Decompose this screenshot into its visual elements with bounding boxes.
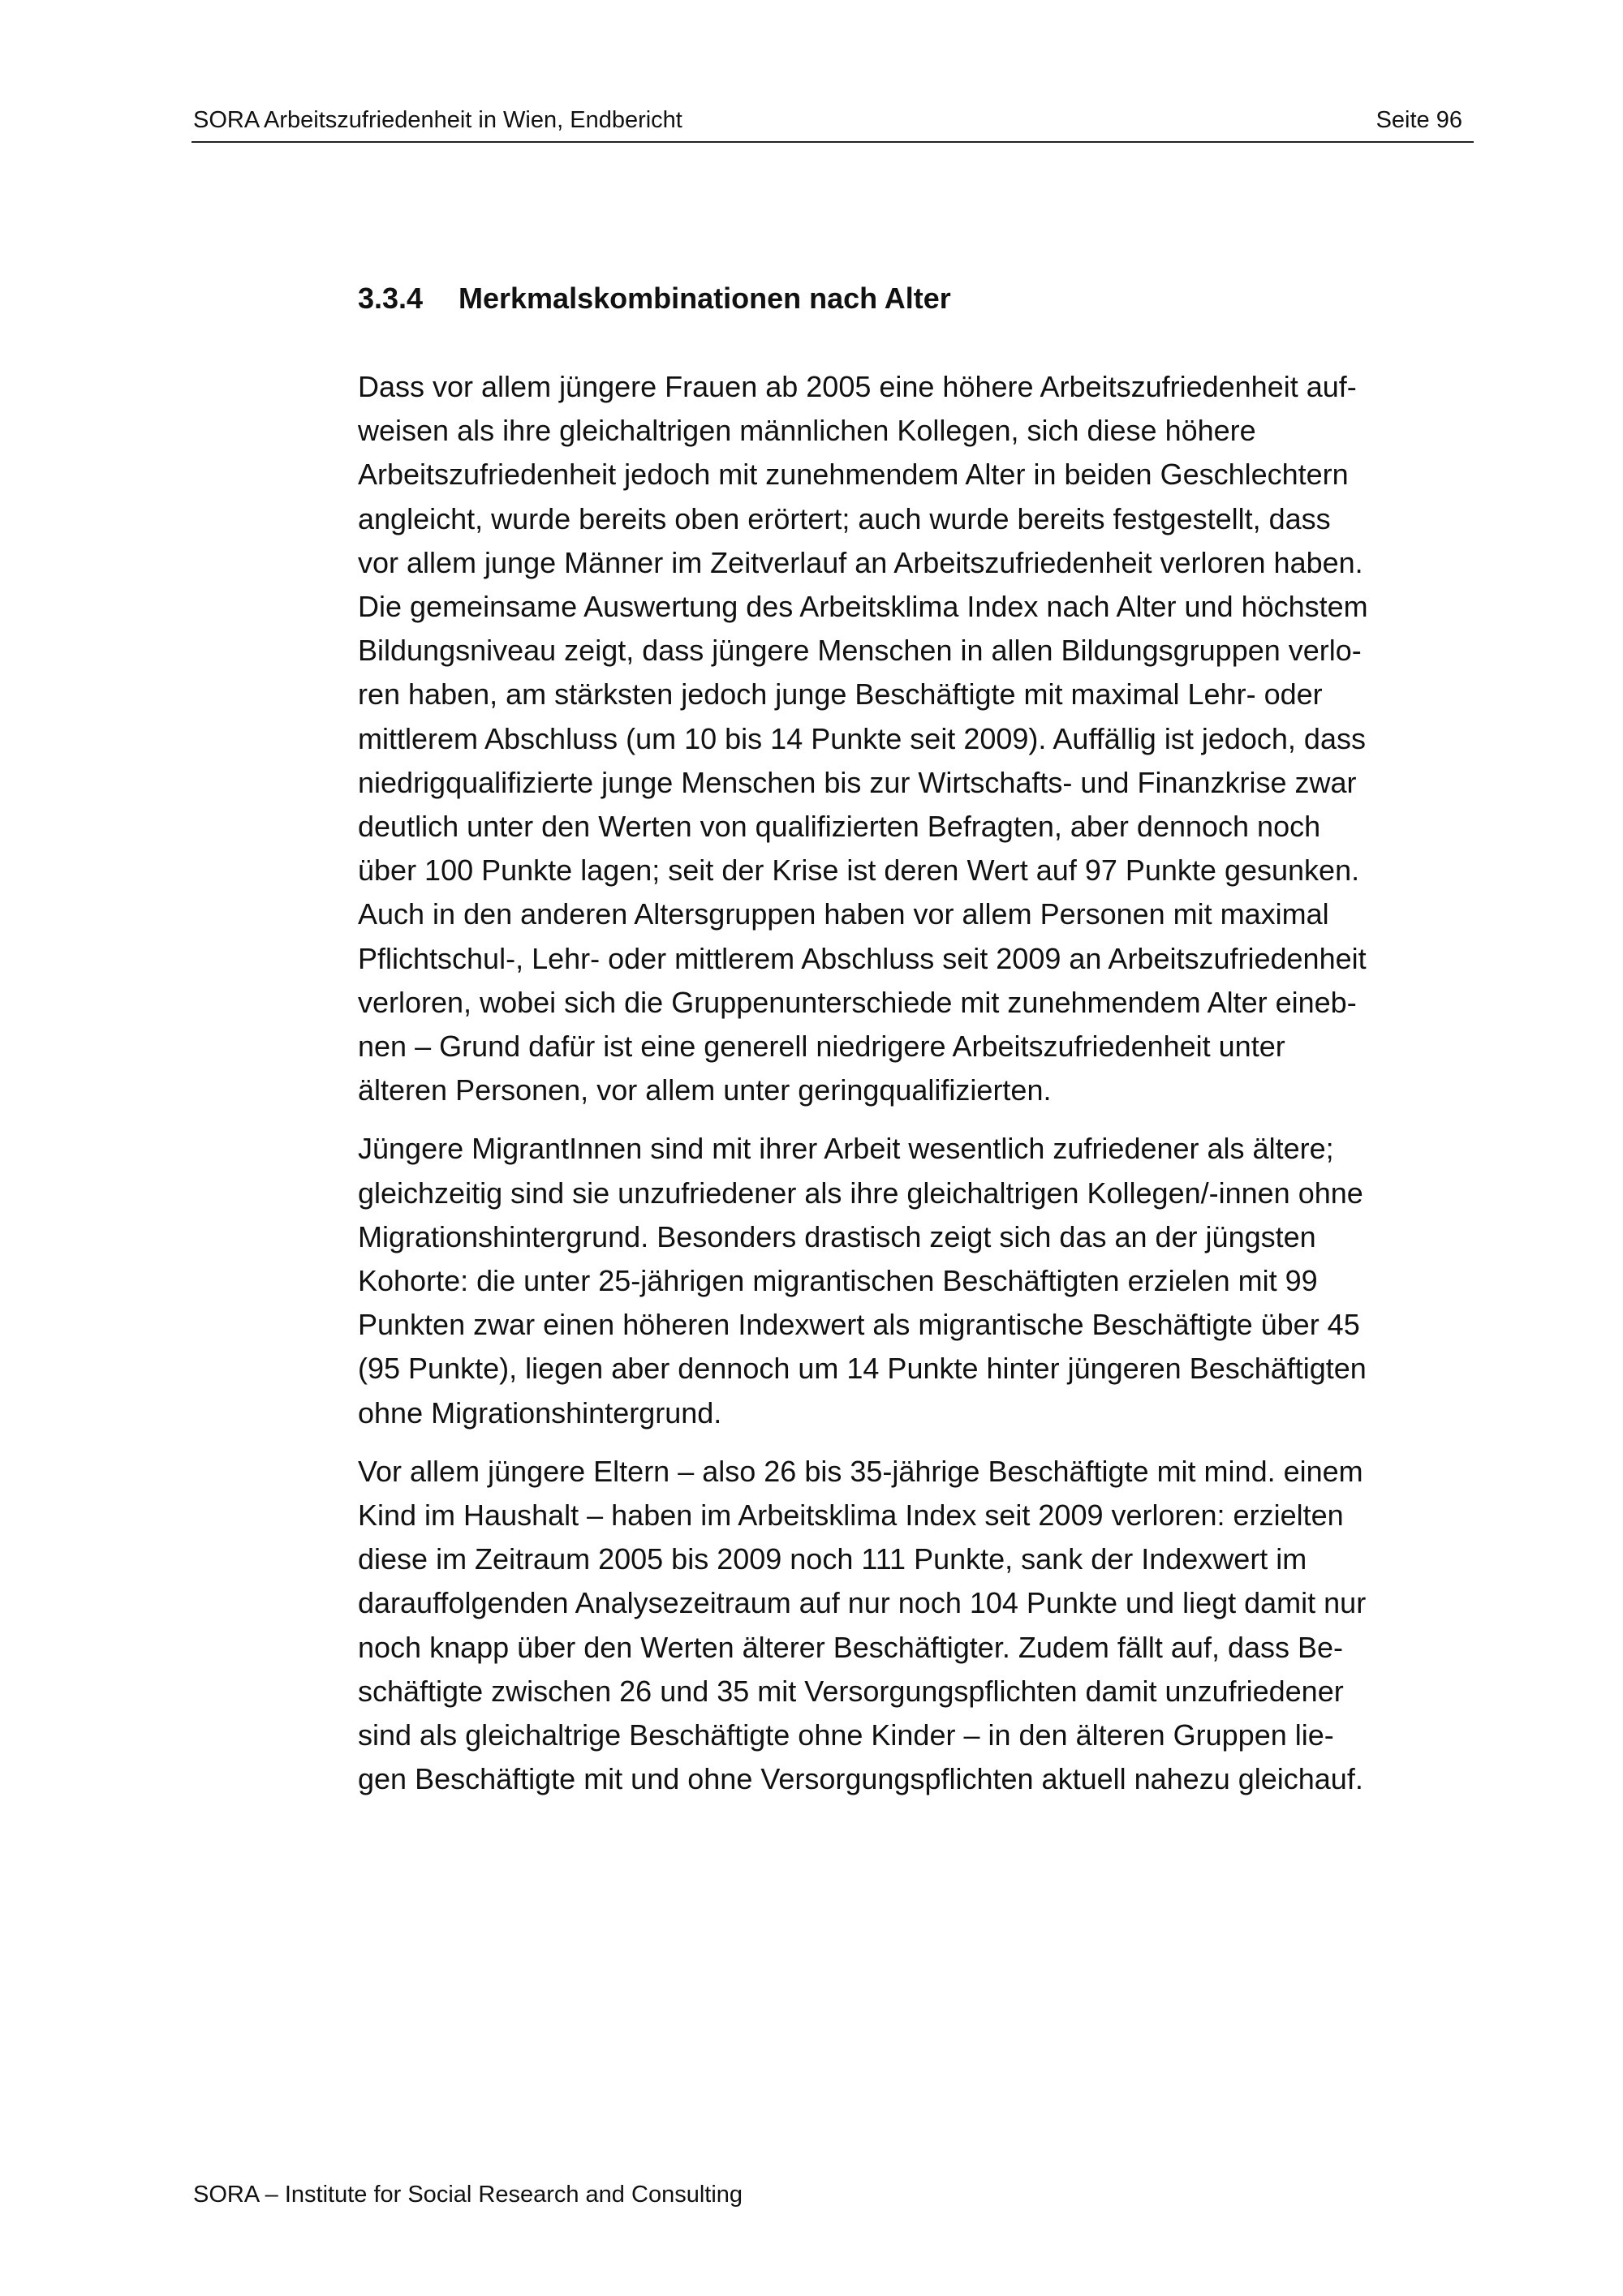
- section-title: Merkmalskombinationen nach Alter: [458, 282, 951, 315]
- text-line: Migrationshintergrund. Besonders drastisch zeigt sich das an der jüngsten: [358, 1219, 1316, 1253]
- paragraph-3: [358, 1450, 1478, 1802]
- page-header: [192, 104, 1474, 143]
- text-line: Dass vor allem jüngere Frauen ab 2005 eine höhere Arbeitszufriedenheit auf-: [358, 370, 1357, 403]
- text-line: darauffolgenden Analysezeitraum auf nur noch 104 Punkte und liegt damit nur: [358, 1586, 1367, 1620]
- text-line: deutlich unter den Werten von qualifizierten Befragten, aber dennoch noch: [358, 810, 1321, 844]
- text-line: verloren, wobei sich die Gruppenunterschiede mit zunehmendem Alter eineb-: [358, 985, 1357, 1019]
- text-line: schäftigte zwischen 26 und 35 mit Versorgungspflichten damit unzufriedener: [358, 1674, 1344, 1708]
- text-line: gleichzeitig sind sie unzufriedener als ihre gleichaltrigen Kollegen/-innen ohne: [358, 1176, 1363, 1210]
- text-line: (95 Punkte), liegen aber dennoch um 14 Punkte hinter jüngeren Beschäftigten: [358, 1352, 1367, 1386]
- text-line: Auch in den anderen Altersgruppen haben vor allem Personen mit maximal: [358, 897, 1329, 931]
- text-line: ren haben, am stärksten jedoch junge Beschäftigte mit maximal Lehr- oder: [358, 677, 1323, 712]
- section-heading: [358, 274, 1478, 323]
- text-line: Punkten zwar einen höheren Indexwert als migrantische Beschäftigte über 45: [358, 1308, 1360, 1342]
- text-line: älteren Personen, vor allem unter geringqualifizierten.: [358, 1073, 1052, 1107]
- text-line: Bildungsniveau zeigt, dass jüngere Menschen in allen Bildungsgruppen verlo-: [358, 634, 1362, 668]
- text-line: Arbeitszufriedenheit jedoch mit zunehmendem Alter in beiden Geschlechtern: [358, 458, 1349, 492]
- text-line: Die gemeinsame Auswertung des Arbeitsklima Index nach Alter und höchstem: [358, 590, 1368, 624]
- section-number: 3.3.4: [358, 282, 424, 315]
- text-line: nen – Grund dafür ist eine generell niedrigere Arbeitszufriedenheit unter: [358, 1030, 1285, 1064]
- page-number: Seite 96: [1375, 107, 1462, 133]
- document-title: SORA Arbeitszufriedenheit in Wien, Endbericht: [193, 107, 682, 133]
- text-line: Vor allem jüngere Eltern – also 26 bis 35-jährige Beschäftigte mit mind. einem: [358, 1454, 1363, 1488]
- text-line: mittlerem Abschluss (um 10 bis 14 Punkte seit 2009). Auffällig ist jedoch, dass: [358, 721, 1366, 755]
- text-line: Pflichtschul-, Lehr- oder mittlerem Abschluss seit 2009 an Arbeitszufriedenheit: [358, 941, 1367, 975]
- text-line: niedrigqualifizierte junge Menschen bis zur Wirtschafts- und Finanzkrise zwar: [358, 765, 1357, 799]
- text-line: über 100 Punkte lagen; seit der Krise ist deren Wert auf 97 Punkte gesunken.: [358, 853, 1360, 888]
- text-line: diese im Zeitraum 2005 bis 2009 noch 111 Punkte, sank der Indexwert im: [358, 1542, 1307, 1576]
- text-line: noch knapp über den Werten älterer Beschäftigter. Zudem fällt auf, dass Be-: [358, 1630, 1344, 1664]
- page-footer: SORA – Institute for Social Research and Consulting: [193, 2182, 743, 2208]
- text-line: Kohorte: die unter 25-jährigen migrantischen Beschäftigten erzielen mit 99: [358, 1264, 1318, 1298]
- text-line: angleicht, wurde bereits oben erörtert; auch wurde bereits festgestellt, dass: [358, 501, 1331, 535]
- text-line: ohne Migrationshintergrund.: [358, 1395, 722, 1430]
- paragraph-1: [358, 365, 1478, 1112]
- text-line: sind als gleichaltrige Beschäftigte ohne Kinder – in den älteren Gruppen lie-: [358, 1718, 1334, 1752]
- text-line: gen Beschäftigte mit und ohne Versorgungspflichten aktuell nahezu gleichauf.: [358, 1762, 1363, 1796]
- text-line: vor allem junge Männer im Zeitverlauf an Arbeitszufriedenheit verloren haben.: [358, 545, 1363, 579]
- text-line: Jüngere MigrantInnen sind mit ihrer Arbeit wesentlich zufriedener als ältere;: [358, 1132, 1334, 1166]
- paragraph-2: [358, 1127, 1478, 1434]
- text-line: Kind im Haushalt – haben im Arbeitsklima Index seit 2009 verloren: erzielten: [358, 1498, 1344, 1533]
- main-content: [358, 274, 1478, 1817]
- text-line: weisen als ihre gleichaltrigen männlichen Kollegen, sich diese höhere: [358, 414, 1256, 448]
